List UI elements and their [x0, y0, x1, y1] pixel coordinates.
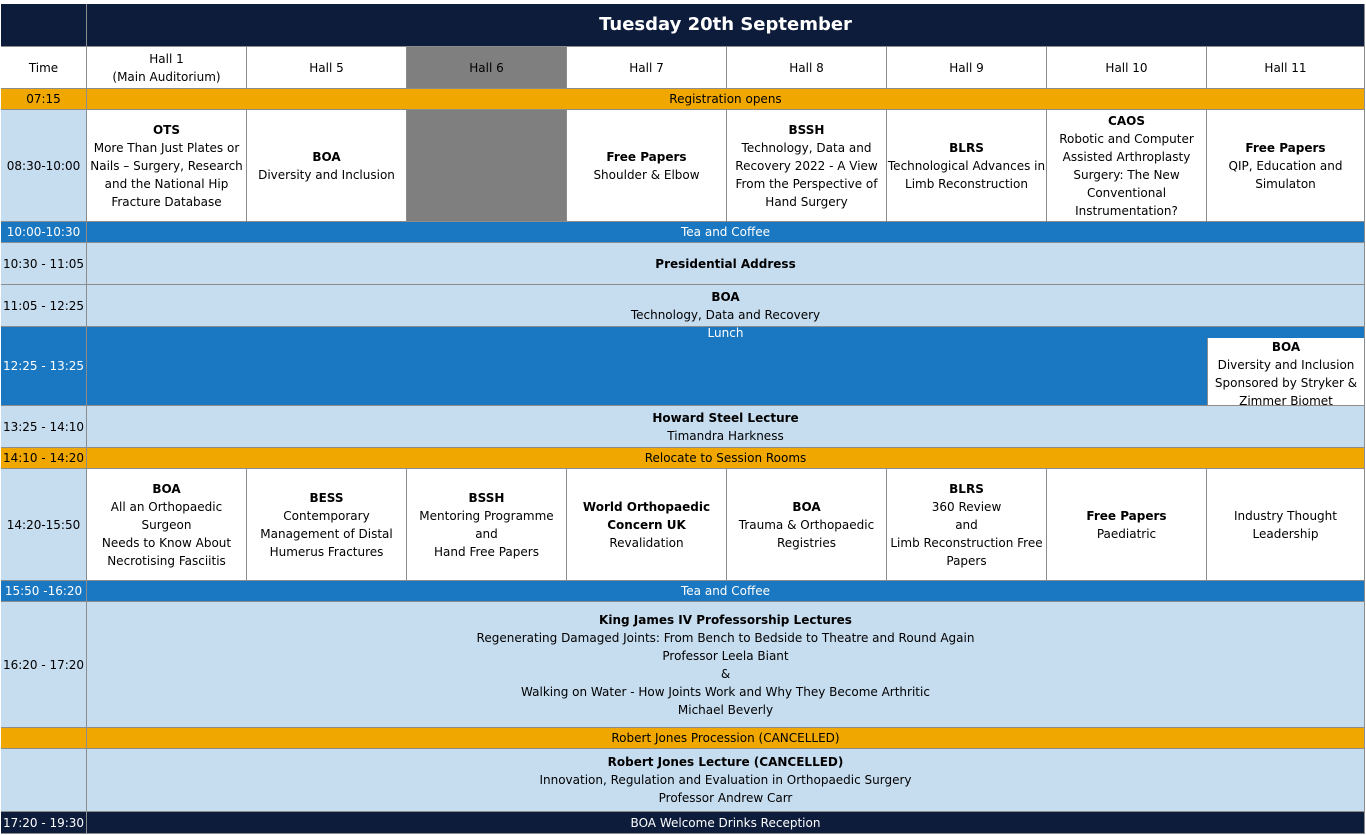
time-cell — [1, 327, 87, 406]
time-cell — [1, 110, 87, 222]
time-cell — [1, 89, 87, 110]
hall-header-6 — [407, 47, 567, 89]
registration-cell — [87, 89, 1365, 110]
session-title-line: Management of Distal — [260, 526, 393, 541]
break-label: Tea and Coffee — [681, 584, 770, 598]
tea-cell — [87, 581, 1365, 602]
session-title-line: Limb Reconstruction Free — [890, 535, 1043, 550]
time-cell — [1, 469, 87, 581]
time-header-label: Time — [28, 60, 59, 75]
plenary-title: Robert Jones Lecture (CANCELLED) — [607, 755, 844, 769]
session-title-line: Registries — [777, 535, 836, 550]
session-cell-hall11 — [1207, 469, 1365, 581]
time-label: 10:00-10:30 — [6, 225, 81, 239]
time-cell — [1, 812, 87, 834]
session-org: Concern UK — [607, 517, 686, 532]
break-label: Robert Jones Procession (CANCELLED) — [611, 731, 840, 745]
time-label: 14:10 - 14:20 — [2, 451, 85, 465]
session-cell-hall7 — [567, 469, 727, 581]
session-org: BSSH — [788, 122, 825, 137]
plenary-title: BOA — [711, 289, 740, 304]
session-org: BLRS — [949, 481, 984, 496]
session-title-line: and — [955, 517, 978, 532]
session-title-line: Shoulder & Elbow — [593, 167, 700, 182]
session-org: Free Papers — [1245, 140, 1326, 155]
time-cell — [1, 581, 87, 602]
lunch-session-hall11 — [1207, 338, 1365, 406]
session-org: Free Papers — [606, 149, 687, 164]
time-cell — [1, 222, 87, 243]
session-org: Free Papers — [1086, 508, 1167, 523]
session-org: BSSH — [468, 490, 505, 505]
drinks-cell — [87, 812, 1365, 834]
hall-name: Hall 7 — [629, 60, 664, 75]
session-cell-hall6 — [407, 469, 567, 581]
session-cell-hall5 — [247, 469, 407, 581]
header-row — [1, 47, 1365, 89]
hall-header-5 — [247, 47, 407, 89]
session-title-line: Zimmer Biomet — [1239, 394, 1333, 406]
session-title-line: Humerus Fractures — [269, 544, 384, 559]
hall-name: Hall 10 — [1105, 60, 1148, 75]
session-cell-hall10 — [1047, 110, 1207, 222]
session-title-line: Revalidation — [609, 535, 684, 550]
title-corner — [1, 4, 87, 47]
plenary-line: Michael Beverly — [677, 702, 774, 717]
break-label: Lunch — [707, 327, 744, 340]
presidential-cell — [87, 243, 1365, 285]
robert-jones-lecture-cell — [87, 749, 1365, 812]
plenary-line: Professor Andrew Carr — [658, 791, 793, 805]
howard-steel-row — [1, 406, 1365, 448]
time-cell — [1, 448, 87, 469]
session-title-line: From the Perspective of — [735, 176, 878, 191]
plenary-line: Walking on Water - How Joints Work and Why They Become Arthritic — [521, 684, 930, 699]
session-title-line: Papers — [946, 553, 987, 568]
session-title-line: Trauma & Orthopaedic — [738, 517, 875, 532]
session-title-line: Leadership — [1252, 526, 1319, 541]
time-cell — [1, 749, 87, 812]
time-label: 08:30-10:00 — [6, 158, 81, 173]
time-cell — [1, 406, 87, 448]
plenary-title: Presidential Address — [655, 256, 796, 271]
boa-technology-row — [1, 285, 1365, 327]
session-title-line: Instrumentation? — [1075, 203, 1178, 218]
procession-cell — [87, 728, 1365, 749]
hall-subname: (Main Auditorium) — [112, 69, 221, 84]
session-title-line: Hand Surgery — [765, 194, 848, 209]
hall-header-11 — [1207, 47, 1365, 89]
king-james-cell — [87, 602, 1365, 728]
session-cell-hall1 — [87, 110, 247, 222]
relocate-cell — [87, 448, 1365, 469]
hall-header-1 — [87, 47, 247, 89]
session-org: BOA — [312, 149, 341, 164]
session-cell-hall1 — [87, 469, 247, 581]
drinks-row — [1, 812, 1365, 834]
break-label: Registration opens — [669, 92, 782, 106]
session-title-line: Surgery: The New — [1073, 167, 1180, 182]
session-title-line: Technology, Data and — [741, 140, 872, 155]
session-title-line: Contemporary — [283, 508, 370, 523]
session-title-line: Sponsored by Stryker & — [1214, 376, 1358, 390]
session-title-line: 360 Review — [931, 499, 1002, 514]
time-cell — [1, 728, 87, 749]
time-header — [1, 47, 87, 89]
break-label: BOA Welcome Drinks Reception — [630, 815, 821, 830]
session-org: BOA — [792, 499, 821, 514]
title-row — [1, 4, 1365, 47]
plenary-line: & — [720, 666, 731, 681]
session-title-line: Diversity and Inclusion — [258, 167, 395, 182]
tea-row-1 — [1, 222, 1365, 243]
hall-name: Hall 8 — [789, 60, 824, 75]
session-title-line: Simulaton — [1255, 176, 1316, 191]
session-cell-hall7 — [567, 110, 727, 222]
time-label: 17:20 - 19:30 — [2, 815, 85, 830]
plenary-line: Professor Leela Biant — [662, 648, 789, 663]
session-cell-hall8 — [727, 110, 887, 222]
session-cell-hall5 — [247, 110, 407, 222]
session-title-line: QIP, Education and — [1228, 158, 1343, 173]
schedule-title-cell — [87, 4, 1365, 47]
session-title-line: Recovery 2022 - A View — [735, 158, 878, 173]
session-title-line: More Than Just Plates or — [93, 140, 240, 155]
hall-header-7 — [567, 47, 727, 89]
plenary-title: King James IV Professorship Lectures — [599, 612, 852, 627]
time-label: 13:25 - 14:10 — [2, 419, 85, 434]
session-title-line: Fracture Database — [111, 194, 222, 209]
hall-name: Hall 1 — [149, 51, 184, 66]
time-label: 16:20 - 17:20 — [2, 657, 85, 672]
session-title-line: Nails – Surgery, Research — [90, 158, 243, 173]
session-cell-hall11 — [1207, 110, 1365, 222]
hall-header-8 — [727, 47, 887, 89]
session-title-line: Paediatric — [1096, 526, 1157, 541]
session-title-line: Necrotising Fasciitis — [107, 553, 226, 568]
plenary-title: Howard Steel Lecture — [652, 410, 799, 425]
presidential-row — [1, 243, 1365, 285]
hall-name: Hall 6 — [469, 60, 504, 75]
plenary-line: Innovation, Regulation and Evaluation in Orthopaedic Surgery — [539, 773, 912, 787]
king-james-row — [1, 602, 1365, 728]
session-cell-hall8 — [727, 469, 887, 581]
registration-row — [1, 89, 1365, 110]
session-row-0830 — [1, 110, 1365, 222]
session-title-line: Diversity and Inclusion — [1217, 358, 1355, 372]
session-org: OTS — [152, 122, 181, 137]
time-label: 14:20-15:50 — [6, 517, 81, 532]
session-org: BESS — [309, 490, 344, 505]
time-label: 07:15 — [26, 92, 61, 106]
session-cell-hall9 — [887, 110, 1047, 222]
session-title-line: and the National Hip — [104, 176, 229, 191]
tea-cell — [87, 222, 1365, 243]
howard-steel-cell — [87, 406, 1365, 448]
time-label: 15:50 -16:20 — [4, 584, 83, 598]
lunch-cell — [87, 327, 1365, 406]
hall-header-10 — [1047, 47, 1207, 89]
session-org: BOA — [152, 481, 181, 496]
time-cell — [1, 285, 87, 327]
hall-name: Hall 5 — [309, 60, 344, 75]
tea-row-2 — [1, 581, 1365, 602]
hall-name: Hall 9 — [949, 60, 984, 75]
hall-name: Hall 11 — [1264, 60, 1307, 75]
session-cell-hall6-empty — [407, 110, 567, 222]
time-cell — [1, 243, 87, 285]
session-title-line: Needs to Know About — [101, 535, 232, 550]
session-cell-hall10 — [1047, 469, 1207, 581]
session-title-line: Limb Reconstruction — [905, 176, 1028, 191]
session-title-line: Mentoring Programme and — [419, 508, 554, 541]
schedule-title: Tuesday 20th September — [599, 14, 852, 35]
session-cell-hall9 — [887, 469, 1047, 581]
session-title-line: Conventional — [1086, 185, 1167, 200]
session-title-line: Assisted Arthroplasty — [1062, 149, 1191, 164]
session-title-line: Technological Advances in — [887, 158, 1046, 173]
break-label: Tea and Coffee — [681, 225, 770, 239]
lunch-row — [1, 327, 1365, 406]
time-label: 10:30 - 11:05 — [2, 256, 85, 271]
session-title-line: Hand Free Papers — [434, 544, 539, 559]
session-title-line: Industry Thought — [1234, 508, 1337, 523]
procession-row — [1, 728, 1365, 749]
time-cell — [1, 602, 87, 728]
session-org: BOA — [1271, 340, 1301, 354]
time-label: 12:25 - 13:25 — [2, 359, 85, 373]
plenary-line: Regenerating Damaged Joints: From Bench to Bedside to Theatre and Round Again — [476, 630, 975, 645]
session-row-1420 — [1, 469, 1365, 581]
hall-header-9 — [887, 47, 1047, 89]
robert-jones-lecture-row — [1, 749, 1365, 812]
session-title-line: Robotic and Computer — [1059, 131, 1194, 146]
break-label: Relocate to Session Rooms — [644, 451, 807, 465]
session-org: World Orthopaedic — [582, 499, 711, 514]
session-org: CAOS — [1108, 113, 1145, 128]
relocate-row — [1, 448, 1365, 469]
session-org: BLRS — [949, 140, 984, 155]
session-title-line: All an Orthopaedic Surgeon — [110, 499, 223, 532]
time-label: 11:05 - 12:25 — [2, 298, 85, 313]
boa-technology-cell — [87, 285, 1365, 327]
plenary-subtitle: Timandra Harkness — [667, 428, 784, 443]
plenary-subtitle: Technology, Data and Recovery — [630, 307, 821, 322]
